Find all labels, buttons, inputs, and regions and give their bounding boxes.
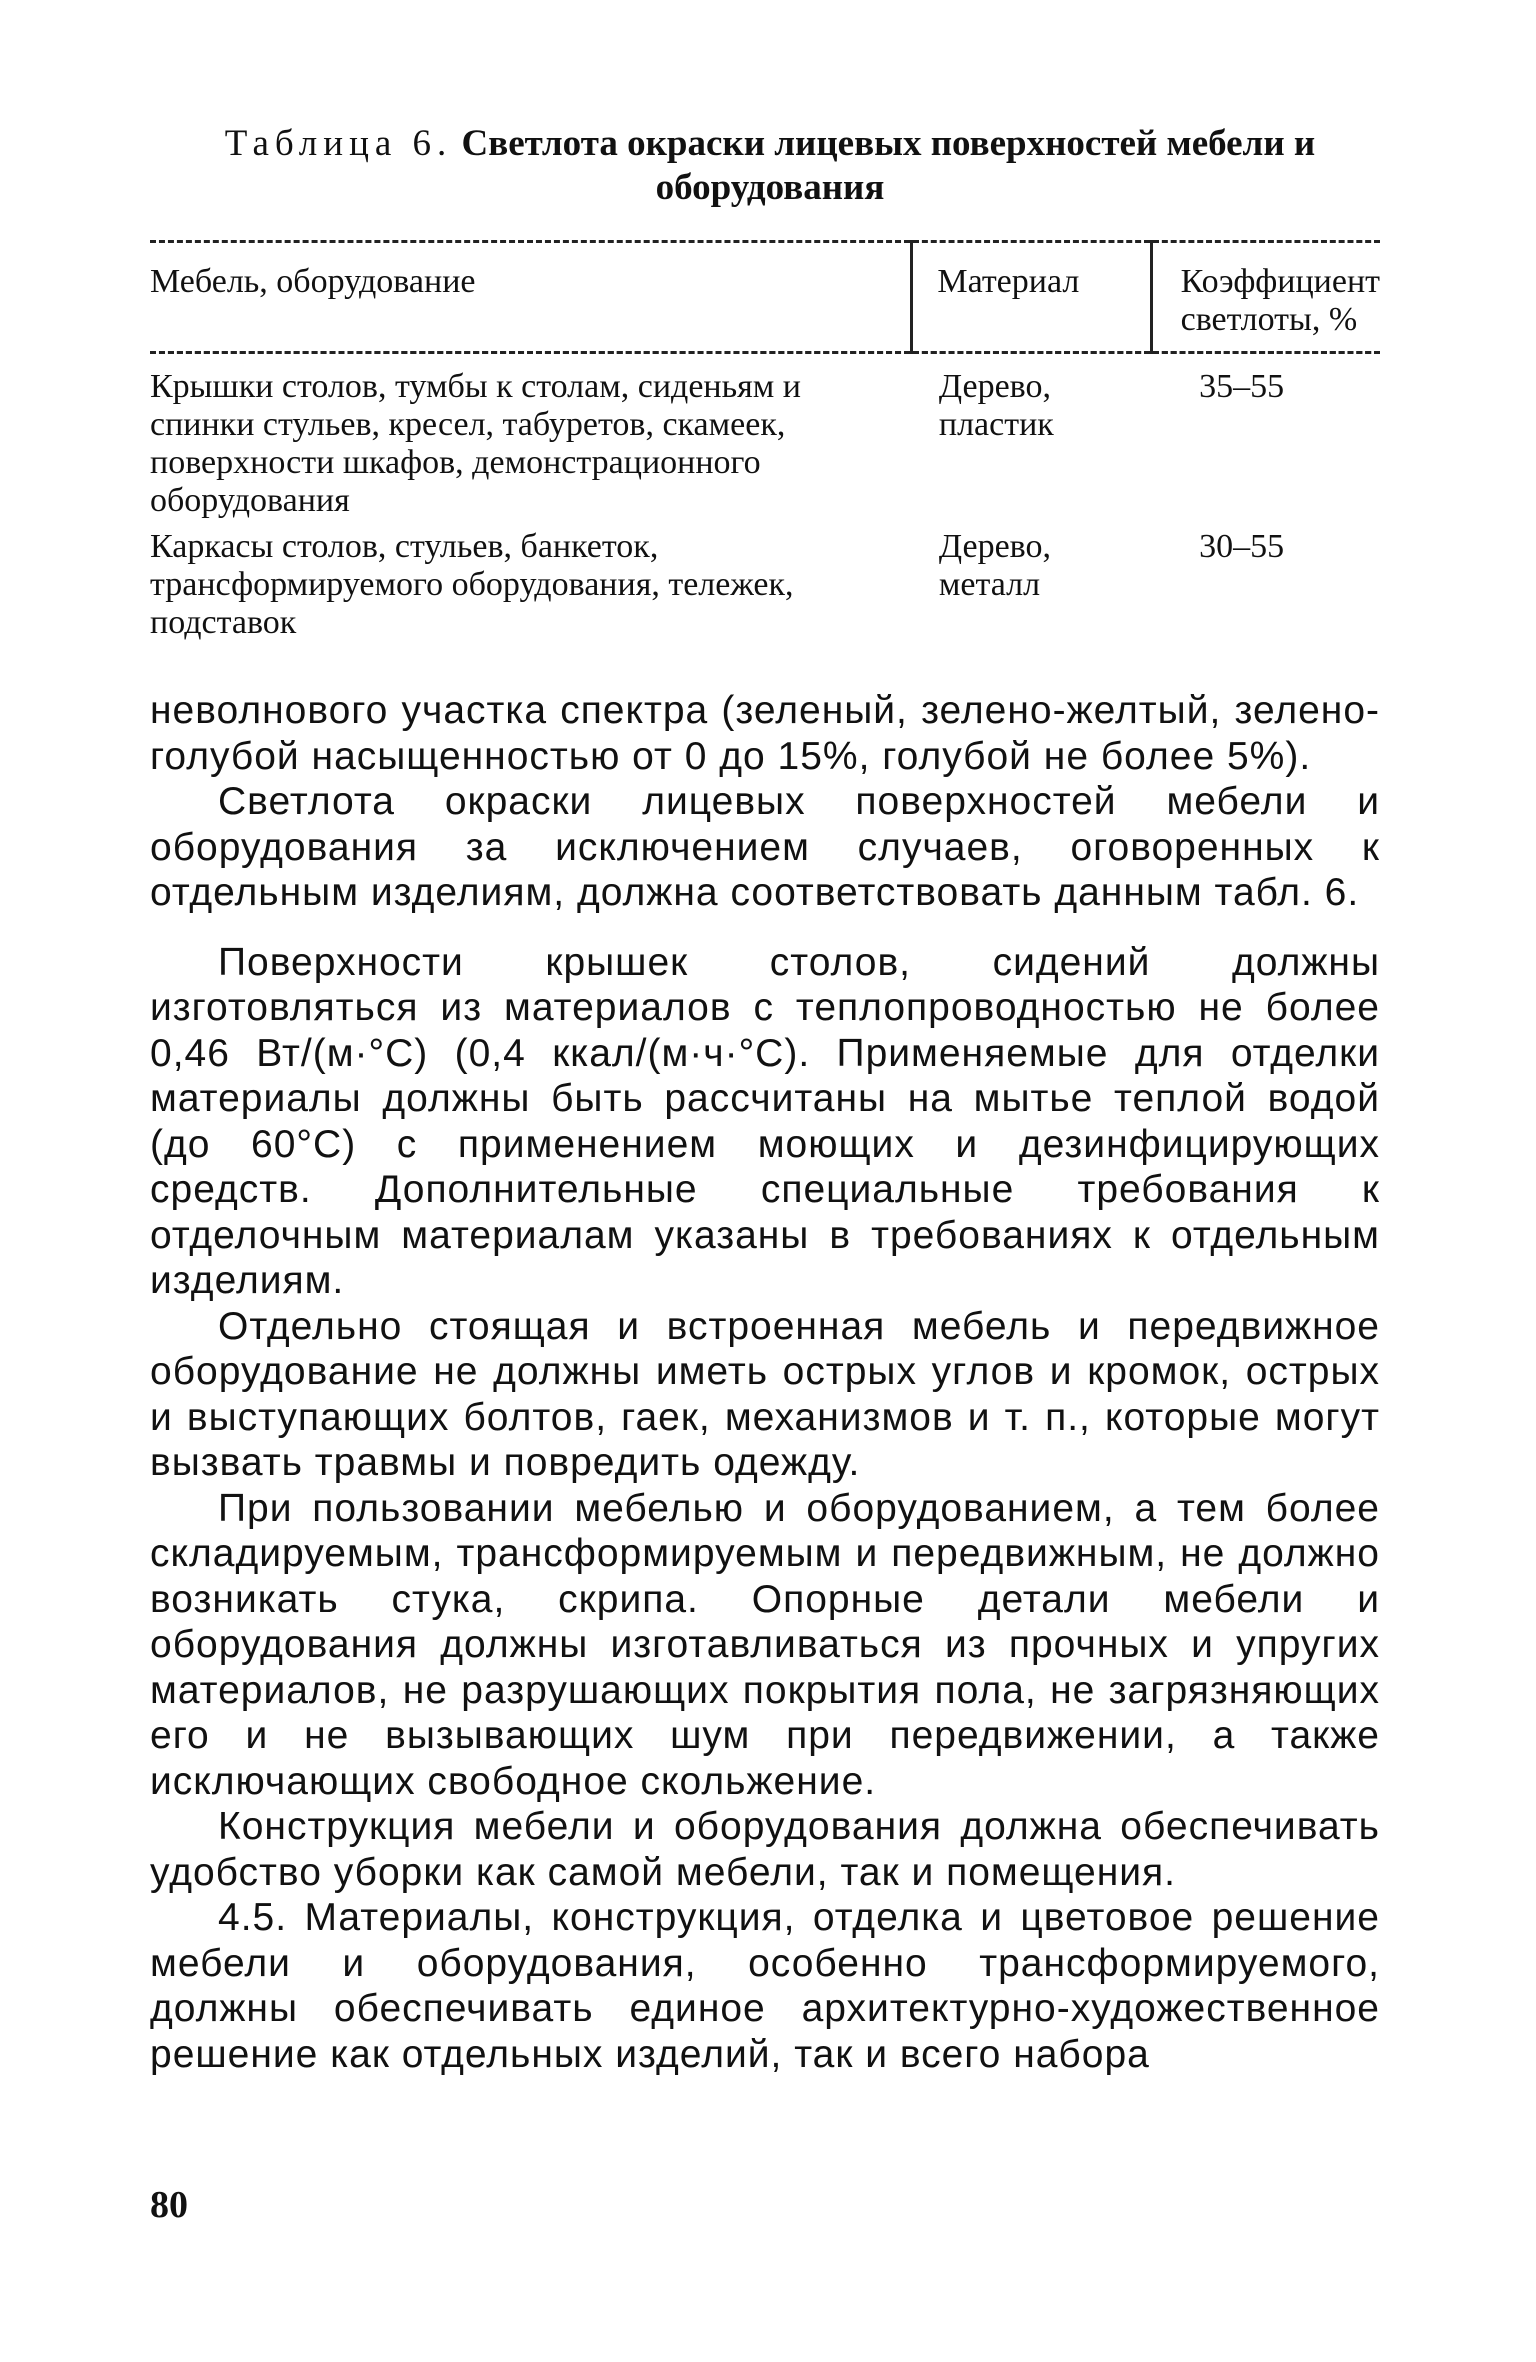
paragraph: Поверхности крышек столов, сидений должны изготовляться из материалов с теплопроводностью не более 0,46 Вт/(м·°С) (0,4 ккал/(м·ч·°С). Применяемые для отделки материалы должны быть рассчитаны на мытье теплой водой (до 60°С) с применением моющих и дезинфицирующих средств. Дополнительные специальные требования к отделочным материалам указаны в требованиях к отдельным изделиям. (150, 940, 1380, 1302)
row-material: Дерево, металл (938, 528, 1051, 603)
paragraph: Светлота окраски лицевых поверхностей мебели и оборудования за исключением случаев, оговоренных к отдельным изделиям, должна соответствовать данным табл. 6. (150, 780, 1380, 914)
page-number: 80 (150, 2184, 188, 2226)
paragraph: Отдельно стоящая и встроенная мебель и передвижное оборудование не должны иметь острых углов и кромок, острых и выступающих болтов, гаек, механизмов и т. п., которые могут вызвать травмы и повредить одежду. (150, 1304, 1380, 1484)
table-label: Таблица 6. (224, 123, 453, 164)
table-header-row (150, 242, 1380, 353)
table-caption (150, 122, 1390, 210)
header-furniture: Мебель, оборудование (150, 242, 912, 353)
row-item: Крышки столов, тумбы к столам, сиденьям и спинки стульев, кресел, табуретов, скамеек, поверхности шкафов, демонстрационного оборудования (150, 368, 801, 519)
row-coefficient: 35–55 (1199, 368, 1285, 405)
row-material: Дерево, пластик (938, 368, 1054, 443)
table-row (150, 353, 1380, 521)
lightness-table (150, 240, 1380, 642)
row-coefficient: 30–55 (1199, 528, 1285, 565)
table-title: Светлота окраски лицевых поверхностей мебели и оборудования (461, 123, 1316, 208)
row-item: Каркасы столов, стульев, банкеток, трансформируемого оборудования, тележек, подставок (150, 528, 794, 641)
header-material: Материал (912, 242, 1151, 353)
table-row (150, 520, 1380, 642)
paragraph: Конструкция мебели и оборудования должна обеспечивать удобство уборки как самой мебели, так и помещения. (150, 1805, 1380, 1894)
body-text (150, 688, 1380, 2077)
header-coefficient: Коэффициент светлоты, % (1151, 242, 1380, 353)
paragraph: 4.5. Материалы, конструкция, отделка и цветовое решение мебели и оборудования, особенно трансформируемого, должны обеспечивать единое архитектурно-художественное решение как отдельных изделий, так и всего набора (150, 1896, 1380, 2076)
paragraph: При пользовании мебелью и оборудованием, а тем более складируемым, трансформируемым и передвижным, не должно возникать стука, скрипа. Опорные детали мебели и оборудования должны изготавливаться из прочных и упругих материалов, не разрушающих покрытия пола, не загрязняющих его и не вызывающих шум при передвижении, а также исключающих свободное скольжение. (150, 1486, 1380, 1803)
paragraph: неволнового участка спектра (зеленый, зелено-желтый, зелено-голубой насыщенностью от 0 до 15%, голубой не более 5%). (150, 689, 1380, 778)
